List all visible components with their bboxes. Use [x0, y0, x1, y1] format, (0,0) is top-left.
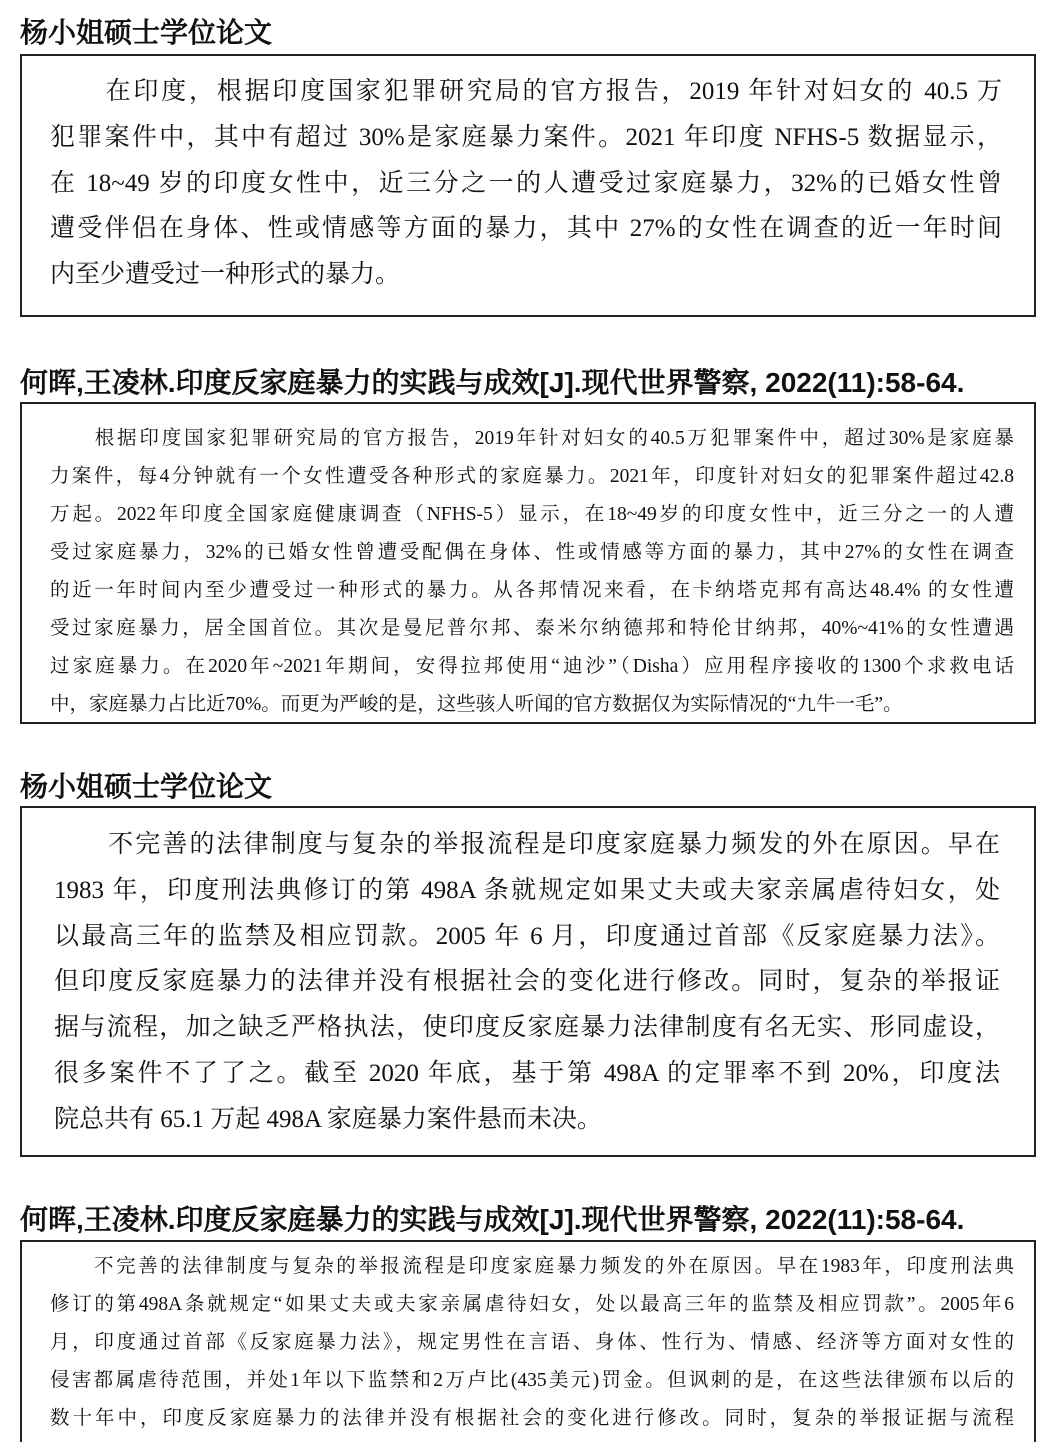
text-line: 力案件，每4分钟就有一个女性遭受各种形式的家庭暴力。2021年，印度针对妇女的犯罪案件超过42.8	[50, 466, 1014, 487]
text-line: 万起。2022年印度全国家庭健康调查（NFHS-5）显示，在18~49岁的印度女性中，近三分之一的人遭	[50, 504, 1014, 525]
source-heading-journal-1: 何晖,王凌林.印度反家庭暴力的实践与成效[J].现代世界警察, 2022(11):58-64.	[20, 367, 965, 398]
text-line: 在印度，根据印度国家犯罪研究局的官方报告，2019 年针对妇女的 40.5 万	[50, 78, 1002, 105]
text-line: 不完善的法律制度与复杂的举报流程是印度家庭暴力频发的外在原因。早在1983年，印度刑法典	[50, 1256, 1014, 1277]
text-line: 1983 年，印度刑法典修订的第 498A 条就规定如果丈夫或夫家亲属虐待妇女，处	[54, 876, 1000, 904]
text-line: 受过家庭暴力，32%的已婚女性曾遭受配偶在身体、性或情感等方面的暴力，其中27%的女性在调查	[50, 542, 1014, 563]
text-line: 院总共有 65.1 万起 498A 家庭暴力案件悬而未决。	[54, 1105, 602, 1133]
thesis-excerpt-box-1	[20, 54, 1036, 317]
text-line: 的近一年时间内至少遭受过一种形式的暴力。从各邦情况来看，在卡纳塔克邦有高达48.4% 的女性遭	[50, 580, 1014, 601]
source-heading-thesis-1: 杨小姐硕士学位论文	[20, 17, 273, 48]
text-line: 修订的第498A条就规定“如果丈夫或夫家亲属虐待妇女，处以最高三年的监禁及相应罚款”。2005年6	[50, 1294, 1014, 1315]
text-line: 犯罪案件中，其中有超过 30%是家庭暴力案件。2021 年印度 NFHS-5 数据显示，	[50, 123, 1002, 151]
source-heading-journal-2: 何晖,王凌林.印度反家庭暴力的实践与成效[J].现代世界警察, 2022(11):58-64.	[20, 1204, 965, 1235]
journal-excerpt-box-1	[20, 402, 1036, 724]
text-line: 不完善的法律制度与复杂的举报流程是印度家庭暴力频发的外在原因。早在	[54, 831, 1000, 858]
text-line: 月，印度通过首部《反家庭暴力法》，规定男性在言语、身体、性行为、情感、经济等方面对女性的	[50, 1332, 1014, 1353]
text-line: 数十年中，印度反家庭暴力的法律并没有根据社会的变化进行修改。同时，复杂的举报证据与流程	[50, 1408, 1014, 1429]
source-heading-thesis-2: 杨小姐硕士学位论文	[20, 771, 273, 802]
thesis-excerpt-box-2	[20, 806, 1036, 1157]
text-line: 根据印度国家犯罪研究局的官方报告，2019年针对妇女的40.5万犯罪案件中，超过30%是家庭暴	[50, 428, 1014, 449]
text-line: 内至少遭受过一种形式的暴力。	[50, 261, 401, 289]
text-line: 过家庭暴力。在2020年~2021年期间，安得拉邦使用“迪沙”（Disha）应用程序接收的1300个求救电话	[50, 656, 1014, 677]
text-line: 但印度反家庭暴力的法律并没有根据社会的变化进行修改。同时，复杂的举报证	[54, 968, 1000, 996]
text-line: 在 18~49 岁的印度女性中，近三分之一的人遭受过家庭暴力，32%的已婚女性曾	[50, 169, 1002, 197]
text-line: 遭受伴侣在身体、性或情感等方面的暴力，其中 27%的女性在调查的近一年时间	[50, 215, 1002, 243]
text-line: 侵害都属虐待范围，并处1年以下监禁和2万卢比(435美元)罚金。但讽刺的是，在这些法律颁布以后的	[50, 1370, 1014, 1391]
text-line: 受过家庭暴力，居全国首位。其次是曼尼普尔邦、泰米尔纳德邦和特伦甘纳邦，40%~41%的女性遭遇	[50, 618, 1014, 639]
text-line: 据与流程，加之缺乏严格执法，使印度反家庭暴力法律制度有名无实、形同虚设，	[54, 1014, 1000, 1042]
journal-excerpt-box-2	[20, 1240, 1036, 1442]
text-line: 以最高三年的监禁及相应罚款。2005 年 6 月，印度通过首部《反家庭暴力法》。	[54, 922, 1000, 950]
text-line: 中，家庭暴力占比近70%。而更为严峻的是，这些骇人听闻的官方数据仅为实际情况的“九牛一毛”。	[50, 694, 903, 715]
text-line: 很多案件不了了之。截至 2020 年底，基于第 498A 的定罪率不到 20%，印度法	[54, 1059, 1000, 1087]
